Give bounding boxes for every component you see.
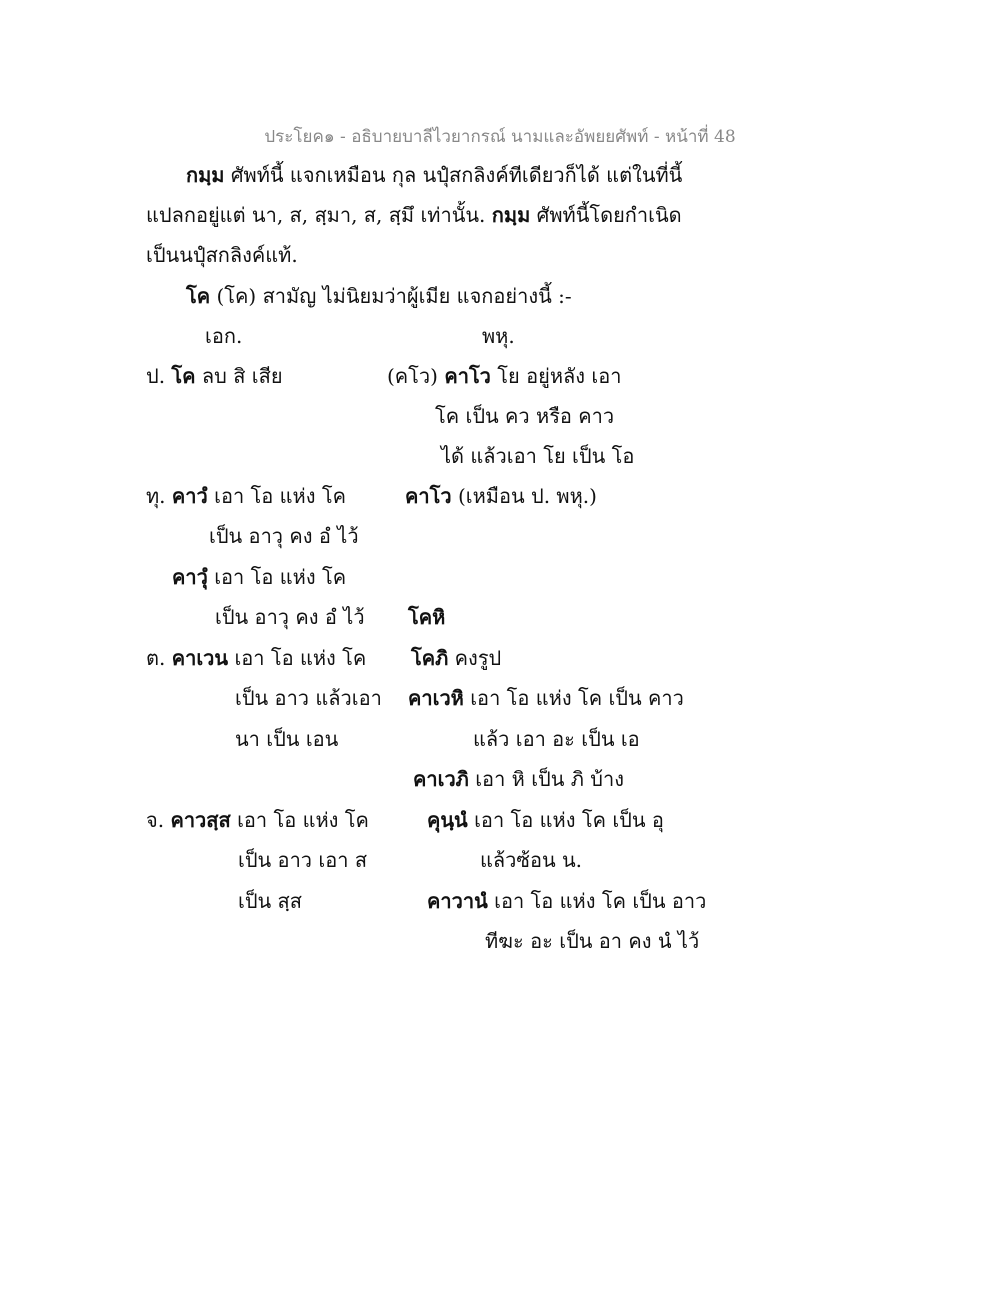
pa-plural-word: คาโว (444, 364, 491, 388)
pa-plural-prefix: (คโว) (387, 364, 438, 388)
ja-plural-note-1a: เอา โอ แห่ง โค เป็น อุ (474, 808, 664, 832)
ja-plural-note-2a: เอา โอ แห่ง โค เป็น อาว (494, 889, 707, 913)
thu-plural-note-1: (เหมือน ป. พหุ.) (457, 484, 597, 508)
thu-singular-word-1: คาวํ (171, 484, 208, 508)
intro-line-2 (146, 202, 682, 228)
ja-singular-note-2: เป็น อาว เอา ส (238, 848, 368, 872)
ta-singular-word: คาเวน (171, 646, 229, 670)
thu-singular-note-1a: เอา โอ แห่ง โค (214, 484, 346, 508)
pa-plural-note-2: โค เป็น คว หรือ คาว (435, 404, 615, 428)
case-ja-singular (146, 807, 369, 833)
ta-plural-note-3: เอา หิ เป็น ภิ บ้าง (475, 767, 624, 791)
pa-plural-note-3: ได้ แล้วเอา โย เป็น โอ (441, 444, 635, 468)
case-label-pa: ป. (146, 364, 166, 388)
ta-plural-note-2a: เอา โอ แห่ง โค เป็น คาว (470, 686, 684, 710)
thu-plural-word-2: โคหิ (408, 605, 446, 629)
go-intro-word: โค (186, 284, 211, 308)
intro-line-1-text: ศัพท์นี้ แจกเหมือน กุล นปุํสกลิงค์ทีเดียวก็ได้ แต่ในที่นี้ (230, 163, 683, 187)
intro-line-1 (186, 162, 682, 188)
case-ta-plural-2 (408, 685, 684, 711)
ja-plural-word-2: คาวานํ (427, 889, 488, 913)
pa-singular-word: โค (171, 364, 196, 388)
go-intro-text: (โค) สามัญ ไม่นิยมว่าผู้เมีย แจกอย่างนี้ :- (216, 284, 572, 308)
ta-plural-note-1: คงรูป (454, 646, 502, 670)
pa-plural-note-1: โย อยู่หลัง เอา (497, 364, 622, 388)
case-ja-plural-2 (427, 888, 706, 914)
ta-singular-note-3: นา เป็น เอน (235, 727, 339, 751)
intro-word-kamma: กมฺม (186, 163, 225, 187)
case-label-thu: ทุ. (146, 484, 166, 508)
case-ta-plural-1 (411, 645, 501, 671)
ta-plural-word-3: คาเวภิ (413, 767, 469, 791)
ja-plural-note-2b: ทีฆะ อะ เป็น อา คง นํ ไว้ (485, 929, 700, 953)
column-header-singular: เอก. (205, 324, 243, 348)
thu-singular-word-2: คาวุํ (172, 565, 208, 589)
thu-plural-word-1: คาโว (405, 484, 452, 508)
ja-singular-note-3: เป็น สฺส (238, 889, 302, 913)
case-ja-plural-1 (427, 807, 664, 833)
ja-plural-note-1b: แล้วซ้อน น. (480, 848, 583, 872)
case-ta-singular (146, 645, 366, 671)
case-thu-plural-1 (405, 483, 597, 509)
ja-plural-word-1: คุนฺนํ (427, 808, 468, 832)
case-label-ja: จ. (146, 808, 165, 832)
ta-singular-note-2: เป็น อาว แล้วเอา (235, 686, 382, 710)
ja-singular-note-1: เอา โอ แห่ง โค (237, 808, 369, 832)
ta-plural-note-2b: แล้ว เอา อะ เป็น เอ (473, 727, 640, 751)
pa-singular-note: ลบ สิ เสีย (201, 364, 283, 388)
ta-singular-note-1: เอา โอ แห่ง โค (234, 646, 367, 670)
thu-singular-note-1b: เป็น อาวุ คง อํ ไว้ (209, 524, 359, 548)
case-label-ta: ต. (146, 646, 166, 670)
intro-line-2-text-a: แปลกอยู่แต่ นา, ส, สฺมา, ส, สฺมึ เท่านั้น. (146, 203, 486, 227)
case-pa-plural (387, 363, 621, 389)
thu-singular-note-2a: เอา โอ แห่ง โค (214, 565, 347, 589)
intro-word-kamma-2: กมฺม (491, 203, 531, 227)
intro-line-2-text-b: ศัพท์นี้โดยกำเนิด (536, 203, 682, 227)
thu-singular-note-2b: เป็น อาวุ คง อํ ไว้ (215, 605, 365, 629)
column-header-plural: พหุ. (482, 324, 515, 348)
ta-plural-word-2: คาเวหิ (408, 686, 464, 710)
ta-plural-word-1: โคภิ (411, 646, 449, 670)
case-pa-singular (146, 363, 283, 389)
case-ta-plural-3 (413, 766, 624, 792)
intro-line-3: เป็นนปุํสกลิงค์แท้. (146, 243, 298, 267)
case-thu-singular-2 (172, 564, 346, 590)
go-intro-line (186, 283, 572, 309)
ja-singular-word: คาวสฺส (170, 808, 231, 832)
page-header: ประโยค๑ - อธิบายบาลีไวยากรณ์ นามและอัพยยศัพท์ - หน้าที่ 48 (264, 127, 736, 147)
case-thu-singular-1 (146, 483, 346, 509)
